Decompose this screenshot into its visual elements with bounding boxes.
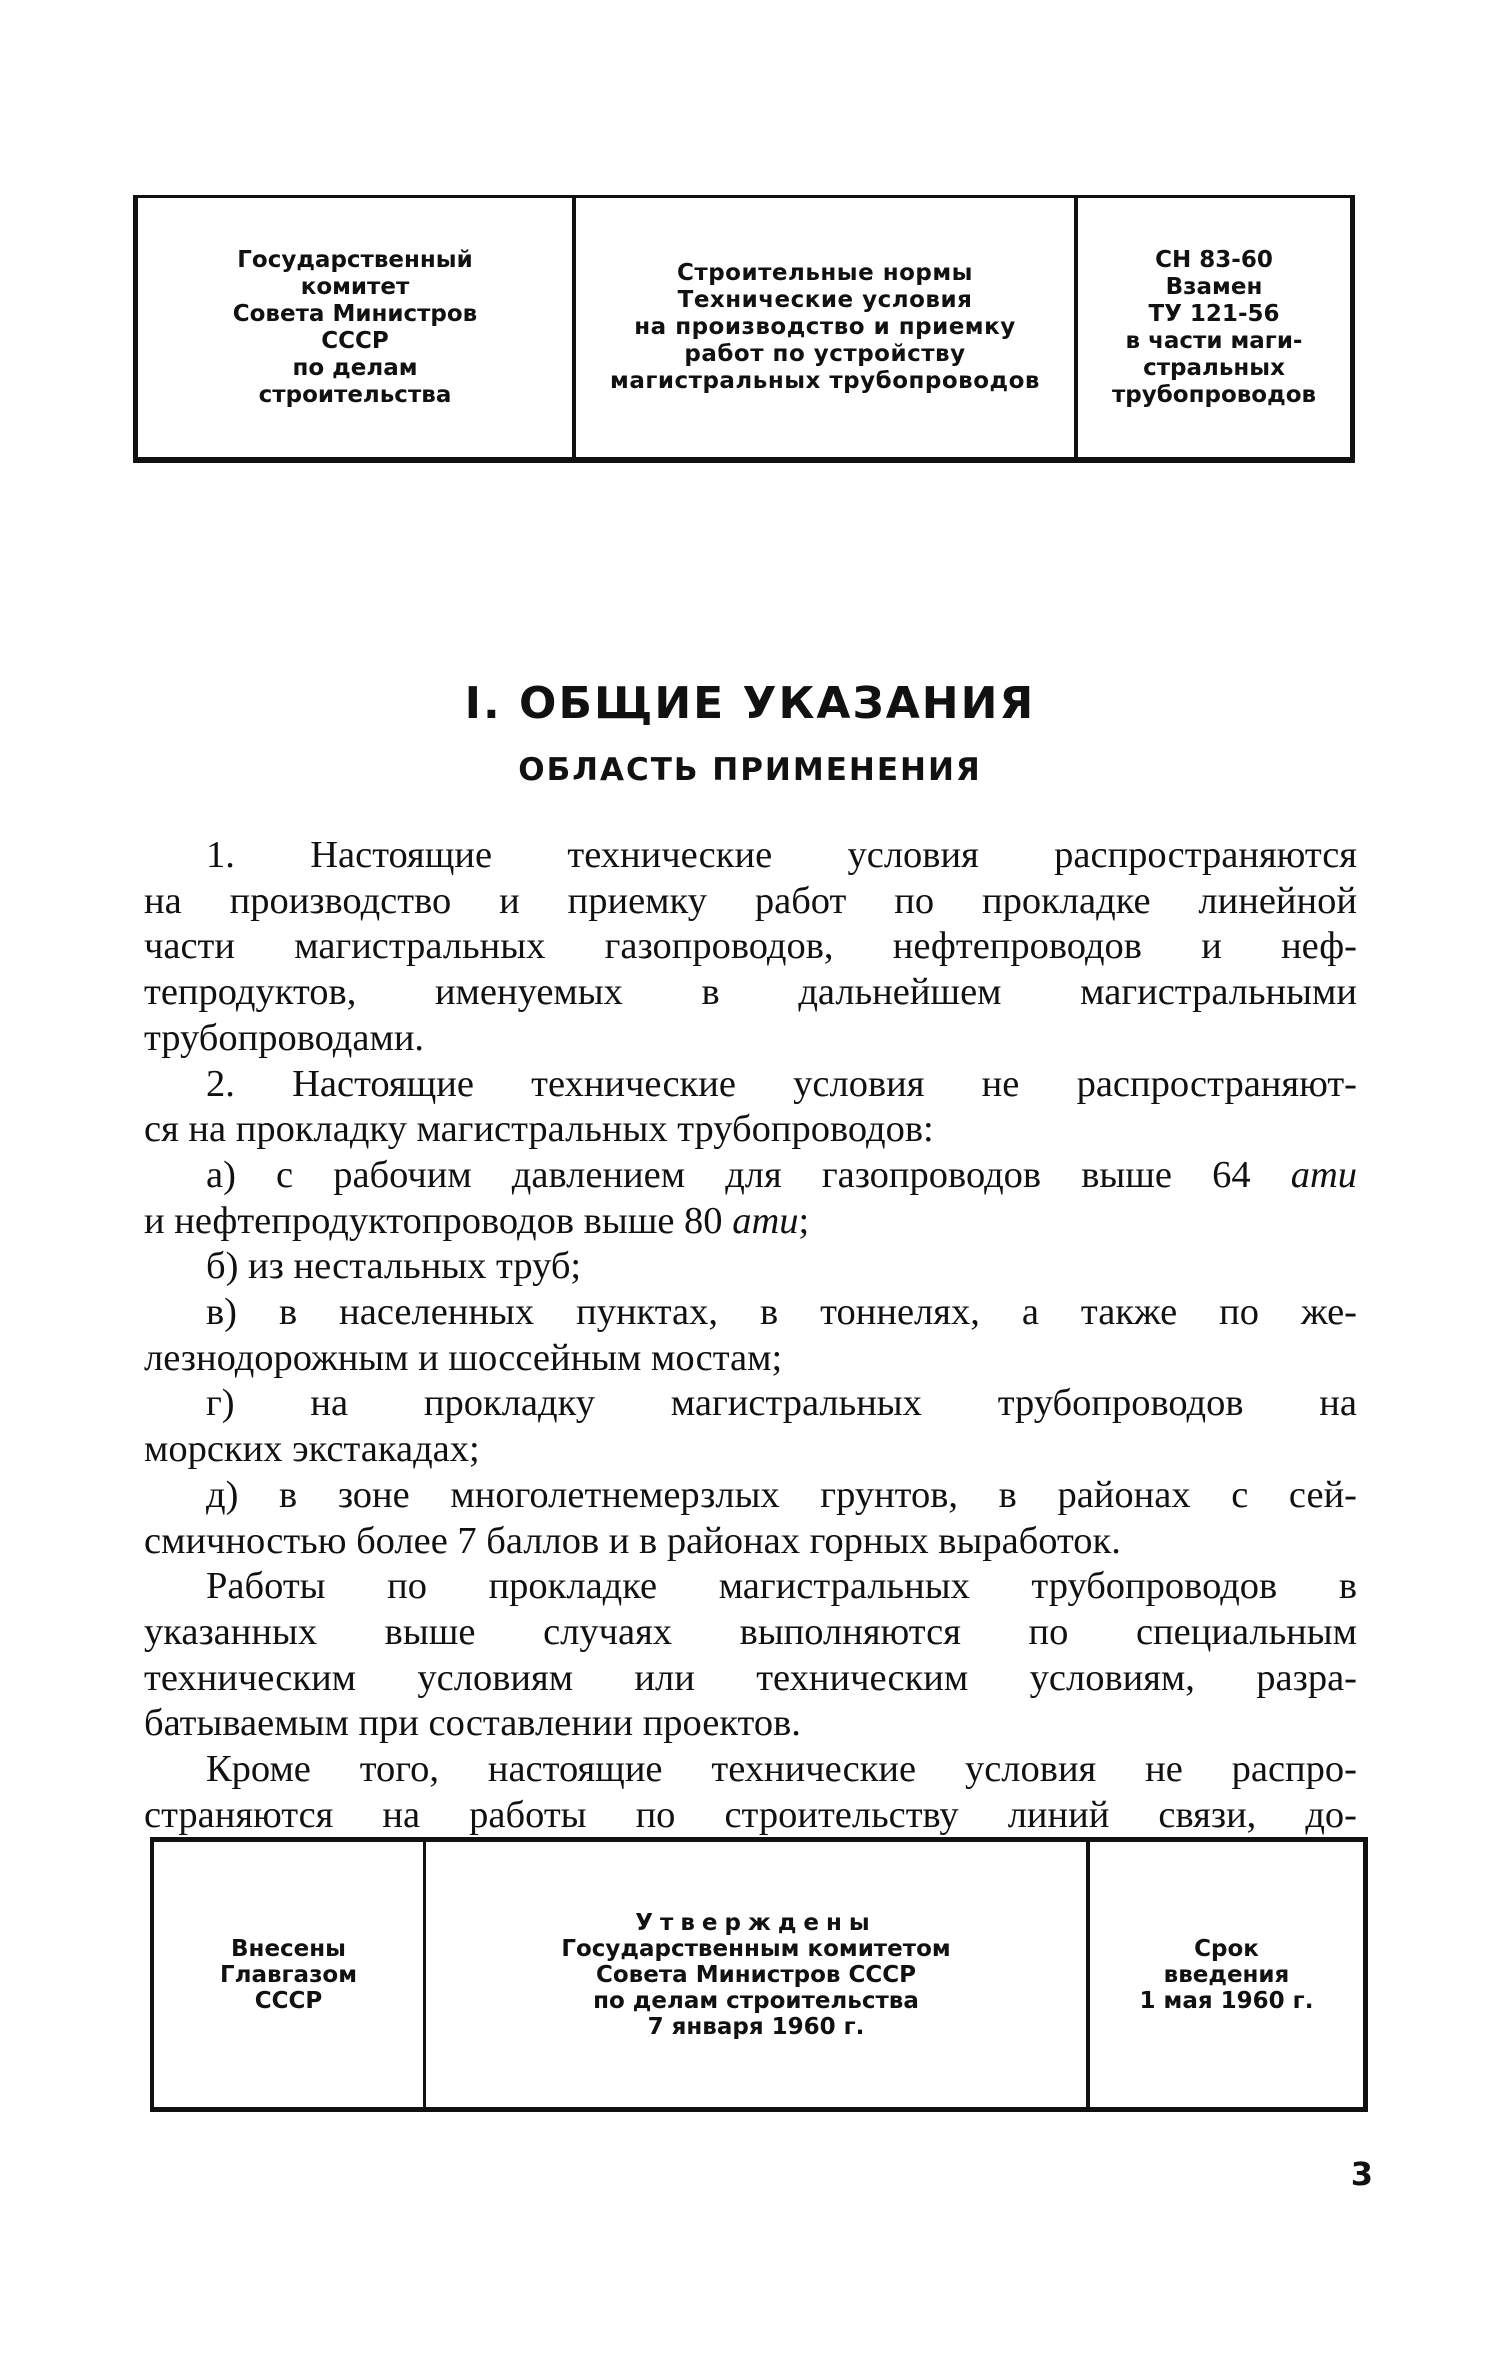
unit-ati: ати [732, 1199, 799, 1242]
subsection-title: ОБЛАСТЬ ПРИМЕНЕНИЯ [518, 752, 982, 788]
text-line: на производство и приемку работ по прокладке линейной [144, 879, 1357, 922]
text-line: в) в населенных пунктах, в тоннелях, а также по же- [206, 1291, 1357, 1334]
submitted-by-cell [154, 1842, 426, 2107]
effective-date-cell [1090, 1842, 1363, 2107]
authority-line: строительства [258, 381, 452, 408]
text-line: Работы по прокладке магистральных трубопроводов в [206, 1565, 1357, 1608]
approved-line: Утверждены [635, 1909, 877, 1936]
header-table [133, 195, 1355, 463]
text-line: 1. Настоящие технические условия распространяются [206, 834, 1357, 876]
title-line: Технические условия [677, 287, 973, 313]
text-line: г) на прокладку магистральных трубопроводов на [206, 1382, 1357, 1425]
authority-line: по делам [292, 354, 418, 381]
page-number: 3 [1350, 2155, 1373, 2193]
text-line: техническим условиям или техническим условиям, разра- [144, 1656, 1357, 1699]
text-fragment: и нефтепродуктопроводов выше 80 [144, 1199, 723, 1242]
approved-by-cell [426, 1842, 1090, 2107]
text-line: д) в зоне многолетнемерзлых грунтов, в районах с сей- [206, 1473, 1357, 1516]
submitted-line: Главгазом [219, 1961, 358, 1988]
title-line: Строительные нормы [677, 260, 973, 286]
text-line: батываемым при составлении проектов. [144, 1702, 801, 1745]
effective-line: Срок [1194, 1935, 1259, 1962]
submitted-line: СССР [254, 1987, 323, 2014]
title-line: магистральных трубопроводов [610, 368, 1040, 394]
code-line: СН 83-60 [1155, 246, 1273, 273]
approved-line: Государственным комитетом [561, 1935, 951, 1962]
text-line: тепродуктов, именуемых в дальнейшем магистральными [144, 971, 1357, 1014]
text-line: морских экстакадах; [144, 1428, 480, 1471]
text-line: страняются на работы по строительству линий связи, до- [144, 1793, 1357, 1836]
unit-ati: ати [1290, 1153, 1358, 1196]
punctuation: ; [798, 1199, 810, 1242]
code-line: стральных [1143, 354, 1285, 381]
text-line: б) из нестальных труб; [206, 1245, 582, 1288]
document-title-cell [576, 198, 1078, 457]
text-line: Кроме того, настоящие технические условия не распро- [206, 1748, 1357, 1791]
approved-line: Совета Министров СССР [596, 1961, 916, 1988]
document-code-cell [1078, 198, 1350, 457]
code-line: Взамен [1165, 273, 1263, 300]
text-line: указанных выше случаях выполняются по специальным [144, 1610, 1357, 1653]
text-line-with-unit [144, 1153, 1357, 1199]
issuing-authority-cell [138, 198, 576, 457]
effective-line: введения [1163, 1961, 1290, 1988]
text-line: ся на прокладку магистральных трубопроводов: [144, 1108, 934, 1151]
authority-line: комитет [300, 273, 410, 300]
submitted-line: Внесены [231, 1935, 346, 1962]
authority-line: Совета Министров [232, 300, 478, 327]
text-line: трубопроводами. [144, 1016, 425, 1059]
code-line: трубопроводов [1111, 381, 1317, 408]
text-line: смичностью более 7 баллов и в районах горных выработок. [144, 1519, 1121, 1562]
text-line: части магистральных газопроводов, нефтепроводов и неф- [144, 925, 1357, 968]
text-line-with-unit [144, 1199, 1357, 1245]
approved-line: по делам строительства [593, 1987, 919, 2014]
footer-table [150, 1837, 1368, 2112]
effective-line: 1 мая 1960 г. [1139, 1987, 1314, 2014]
authority-line: Государственный [237, 246, 473, 273]
body-text [144, 833, 1357, 1838]
title-line: работ по устройству [684, 341, 966, 367]
text-line: лезнодорожным и шоссейным мостам; [144, 1336, 783, 1379]
section-title: I. ОБЩИЕ УКАЗАНИЯ [464, 678, 1036, 729]
approved-line: 7 января 1960 г. [647, 2013, 865, 2040]
code-line: в части маги- [1125, 327, 1303, 354]
title-line: на производство и приемку [634, 314, 1016, 340]
text-line: 2. Настоящие технические условия не распространяют- [206, 1062, 1357, 1105]
text-fragment: а) с рабочим давлением для газопроводов выше 64 [206, 1153, 1251, 1196]
authority-line: СССР [321, 327, 389, 354]
code-line: ТУ 121-56 [1148, 300, 1280, 327]
